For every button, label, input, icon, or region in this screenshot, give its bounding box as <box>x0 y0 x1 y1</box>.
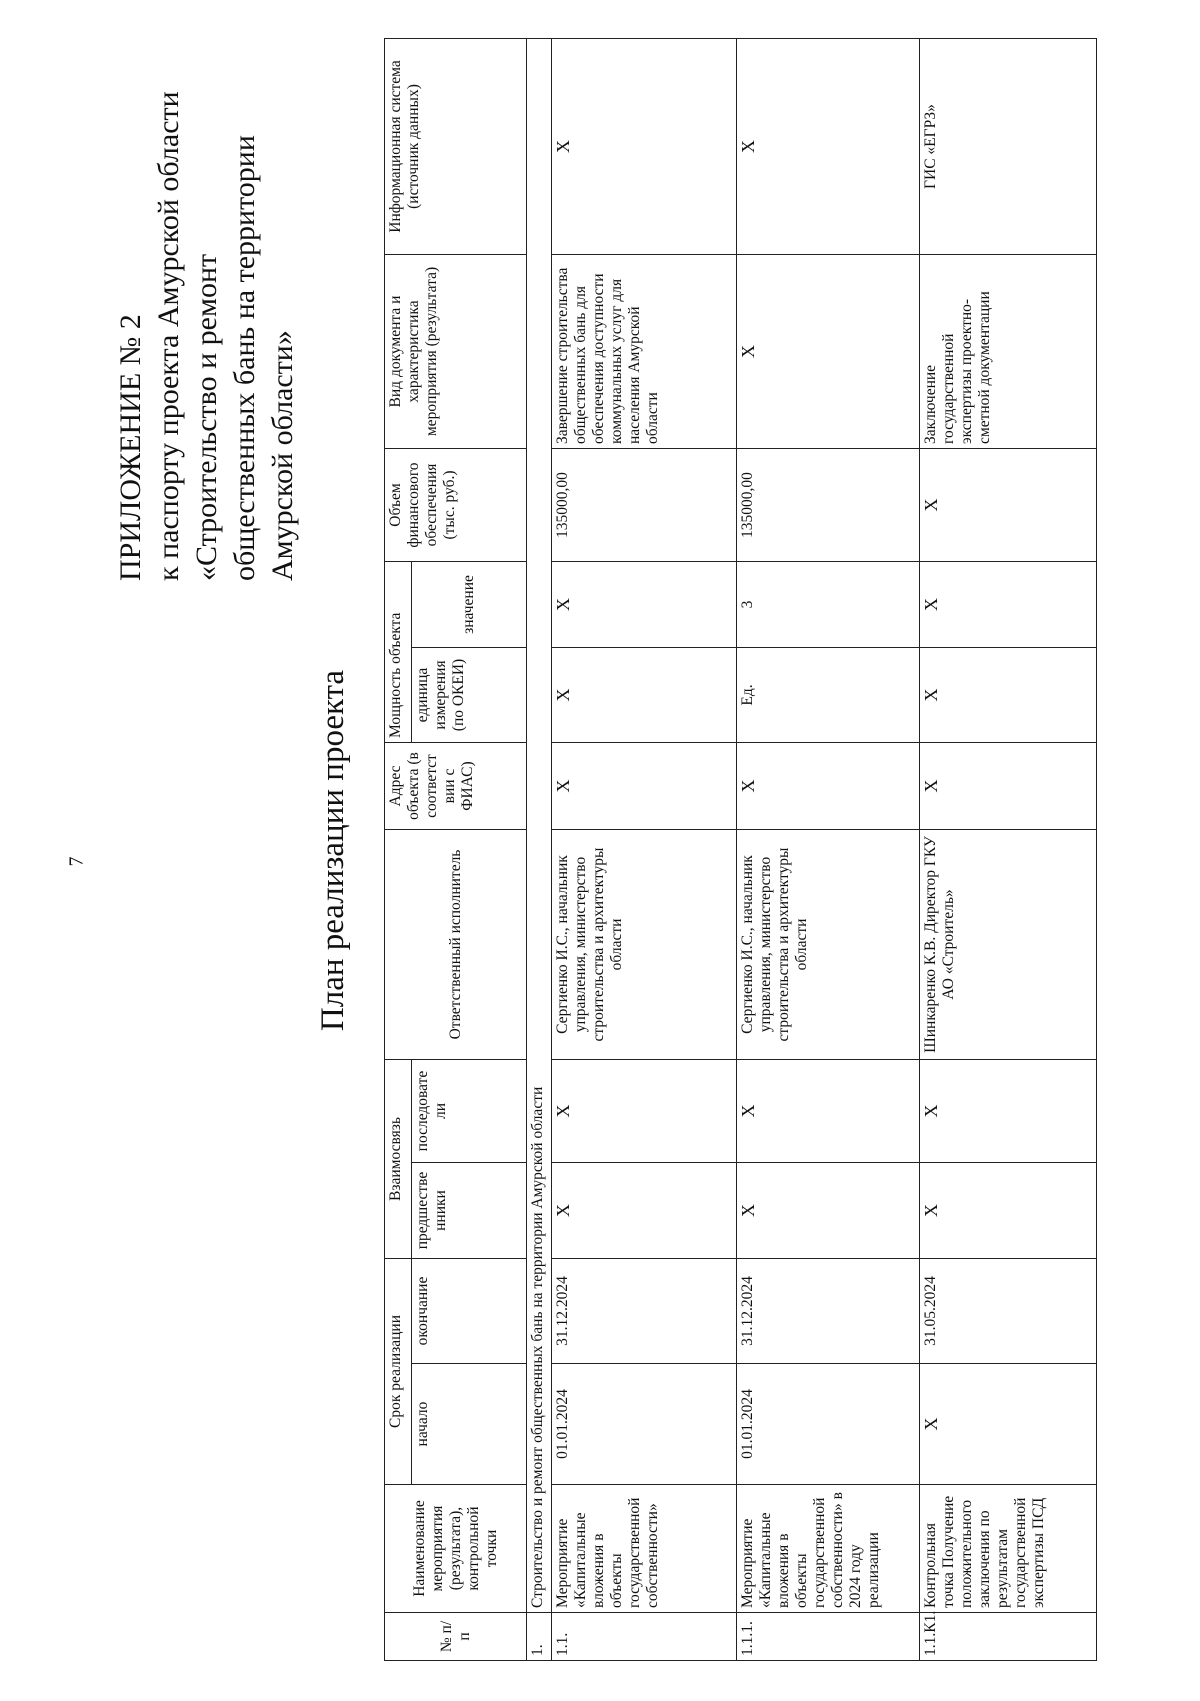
row-unit: Ед. <box>737 648 920 743</box>
appendix-header-line-2: к паспорту проекта Амурской области <box>152 91 185 581</box>
row-responsible: Сергиенко И.С., начальник управления, министерство строительства и архитектуры области <box>737 830 920 1060</box>
appendix-header-line-4: общественных бань на территории <box>228 135 261 581</box>
header-num: № п/п <box>385 1613 527 1661</box>
row-value: X <box>552 562 737 648</box>
row-pred: X <box>552 1163 737 1259</box>
header-period-end: окончание <box>412 1259 527 1364</box>
header-relation-pred: предшестве нники <box>412 1163 527 1259</box>
header-period-start: начало <box>412 1364 527 1485</box>
row-start: 01.01.2024 <box>737 1364 920 1485</box>
row-succ: X <box>920 1060 1097 1163</box>
header-doc-type: Вид документа и характеристика мероприятия (результата) <box>385 255 527 449</box>
row-address: X <box>920 743 1097 830</box>
header-name: Наименование мероприятия (результата), контрольной точки <box>385 1485 527 1613</box>
row-responsible: Шинкаренко К.В. Директор ГКУ АО «Строитель» <box>920 830 1097 1060</box>
row-address: X <box>552 743 737 830</box>
row-funding: 135000,00 <box>552 449 737 562</box>
appendix-header-line-5: Амурской области» <box>266 330 299 581</box>
row-end: 31.12.2024 <box>737 1259 920 1364</box>
row-doc: Завершение строительства общественных бань для обеспечения доступности коммунальных услуг для населения Амурской области <box>552 255 737 449</box>
section-num: 1. <box>527 1613 552 1661</box>
section-title: Строительство и ремонт общественных бань на территории Амурской области <box>527 39 552 1613</box>
row-funding: 135000,00 <box>737 449 920 562</box>
implementation-plan-table <box>384 38 1097 1661</box>
appendix-header-line-1: ПРИЛОЖЕНИЕ № 2 <box>114 314 147 581</box>
row-doc: X <box>737 255 920 449</box>
row-succ: X <box>737 1060 920 1163</box>
row-value: X <box>920 562 1097 648</box>
row-funding: X <box>920 449 1097 562</box>
plan-title: План реализации проекта <box>315 669 351 1032</box>
row-end: 31.05.2024 <box>920 1259 1097 1364</box>
section-row <box>527 39 552 1661</box>
row-num: 1.1. <box>552 1613 737 1661</box>
row-num: 1.1.К1. <box>920 1613 1097 1661</box>
table-row <box>737 39 920 1661</box>
appendix-header-line-3: «Строительство и ремонт <box>190 253 223 581</box>
row-doc: Заключение государственной экспертизы проектно-сметной документации <box>920 255 1097 449</box>
table-row <box>920 39 1097 1661</box>
row-value: 3 <box>737 562 920 648</box>
row-name: Мероприятие «Капитальные вложения в объекты государственной собственности» в 2024 году реализации <box>737 1485 920 1613</box>
row-name: Мероприятие «Капитальные вложения в объекты государственной собственности» <box>552 1485 737 1613</box>
row-system: X <box>552 39 737 255</box>
row-start: 01.01.2024 <box>552 1364 737 1485</box>
appendix-header <box>112 61 302 581</box>
row-pred: X <box>737 1163 920 1259</box>
header-responsible: Ответственный исполнитель <box>385 830 527 1060</box>
header-capacity: Мощность объекта <box>385 562 412 743</box>
header-funding: Объем финансового обеспечения (тыс. руб.) <box>385 449 527 562</box>
header-relation: Взаимосвязь <box>385 1060 412 1259</box>
row-system: X <box>737 39 920 255</box>
header-address: Адрес объекта (в соответст вии с ФИАС) <box>385 743 527 830</box>
row-unit: X <box>552 648 737 743</box>
header-relation-succ: последовате ли <box>412 1060 527 1163</box>
row-system: ГИС «ЕГРЗ» <box>920 39 1097 255</box>
header-capacity-value: значение <box>412 562 527 648</box>
header-capacity-unit: единица измерения (по ОКЕИ) <box>412 648 527 743</box>
row-address: X <box>737 743 920 830</box>
header-period: Срок реализации <box>385 1259 412 1485</box>
row-num: 1.1.1. <box>737 1613 920 1661</box>
table-row <box>552 39 737 1661</box>
row-responsible: Сергиенко И.С., начальник управления, министерство строительства и архитектуры области <box>552 830 737 1060</box>
page-number: 7 <box>65 856 88 867</box>
row-name: Контрольная точка Получение положительного заключения по результатам государственной экспертизы ПСД <box>920 1485 1097 1613</box>
row-succ: X <box>552 1060 737 1163</box>
row-end: 31.12.2024 <box>552 1259 737 1364</box>
row-pred: X <box>920 1163 1097 1259</box>
header-info-system: Информационная система (источник данных) <box>385 39 527 255</box>
row-start: X <box>920 1364 1097 1485</box>
row-unit: X <box>920 648 1097 743</box>
